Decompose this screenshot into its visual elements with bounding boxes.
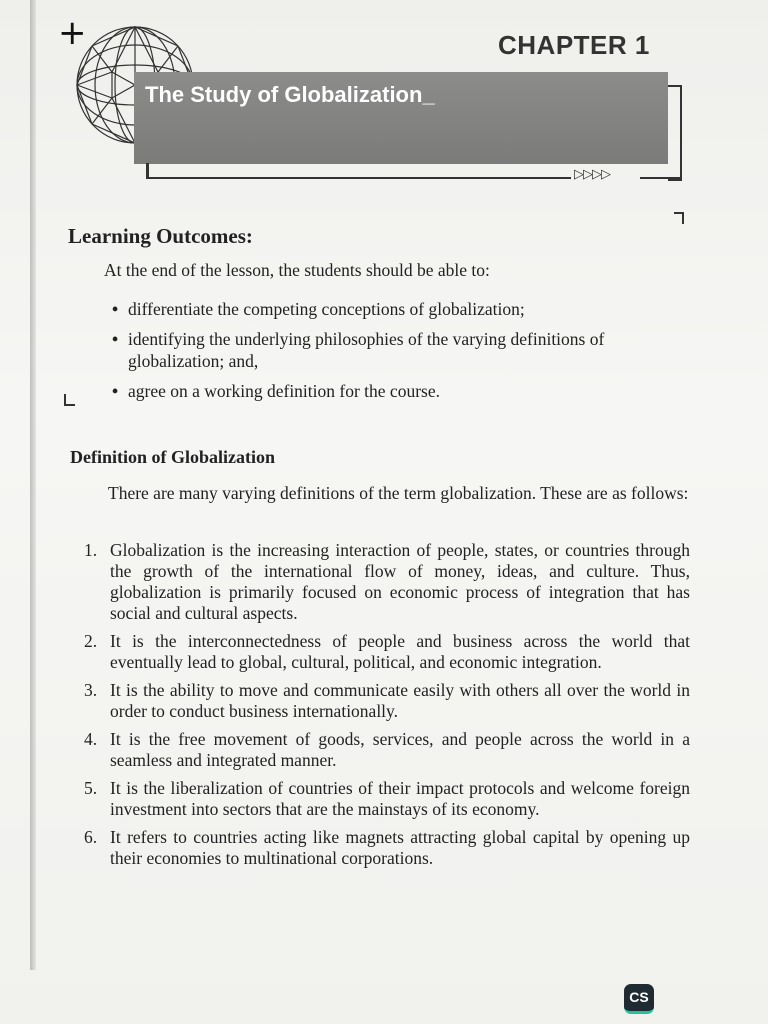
learning-outcomes-heading: Learning Outcomes: <box>68 224 253 248</box>
list-item: 1. Globalization is the increasing interaction of people, states, or countries through the growth of the international flow of money, ideas, and culture. Thus, globalization is primarily focused on economic process of integration that has social and cultural aspects. <box>84 540 690 623</box>
plus-icon: + <box>58 13 87 53</box>
chapter-title: The Study of Globalization_ <box>145 82 435 107</box>
list-item: 5. It is the liberalization of countries of their impact protocols and welcome foreign investment into sectors that are the mainstays of its economy. <box>84 778 690 819</box>
bullet-icon: • <box>112 381 119 401</box>
bullet-icon: • <box>112 299 119 319</box>
list-item: 6. It refers to countries acting like magnets attracting global capital by opening up their economies to multinational corporations. <box>84 827 690 868</box>
list-item: 3. It is the ability to move and communicate easily with others all over the world in order to conduct business internationally. <box>84 680 690 721</box>
list-item: 2. It is the interconnectedness of people and business across the world that eventually lead to global, cultural, political, and economic integration. <box>84 631 690 672</box>
list-item: • differentiate the competing conceptions of globalization; <box>112 299 525 319</box>
definition-heading: Definition of Globalization <box>70 447 276 467</box>
arrows-decoration: ▷▷▷▷ <box>574 167 610 182</box>
corner-mark-bottom-left <box>64 394 75 406</box>
corner-mark-top-right <box>674 212 684 224</box>
learning-outcomes-list <box>112 298 688 410</box>
list-item: • identifying the underlying philosophies of the varying definitions of globalization; and, <box>112 329 605 371</box>
list-item: • agree on a working definition for the course. <box>112 381 440 401</box>
learning-outcomes-intro: At the end of the lesson, the students should be able to: <box>104 260 490 280</box>
chapter-label: CHAPTER 1 <box>498 30 650 60</box>
bullet-icon: • <box>112 329 119 349</box>
banner-frame-line <box>146 177 571 179</box>
banner-frame <box>668 85 682 181</box>
definition-intro: There are many varying definitions of the term globalization. These are as follows: <box>108 483 689 503</box>
banner-frame-tick <box>146 163 149 177</box>
camscanner-logo: CS <box>624 984 654 1014</box>
page-edge-shadow <box>30 0 36 970</box>
list-item: 4. It is the free movement of goods, services, and people across the world in a seamless and integrated manner. <box>84 729 690 770</box>
definition-list <box>84 540 690 876</box>
banner-frame-line-end <box>640 177 680 179</box>
